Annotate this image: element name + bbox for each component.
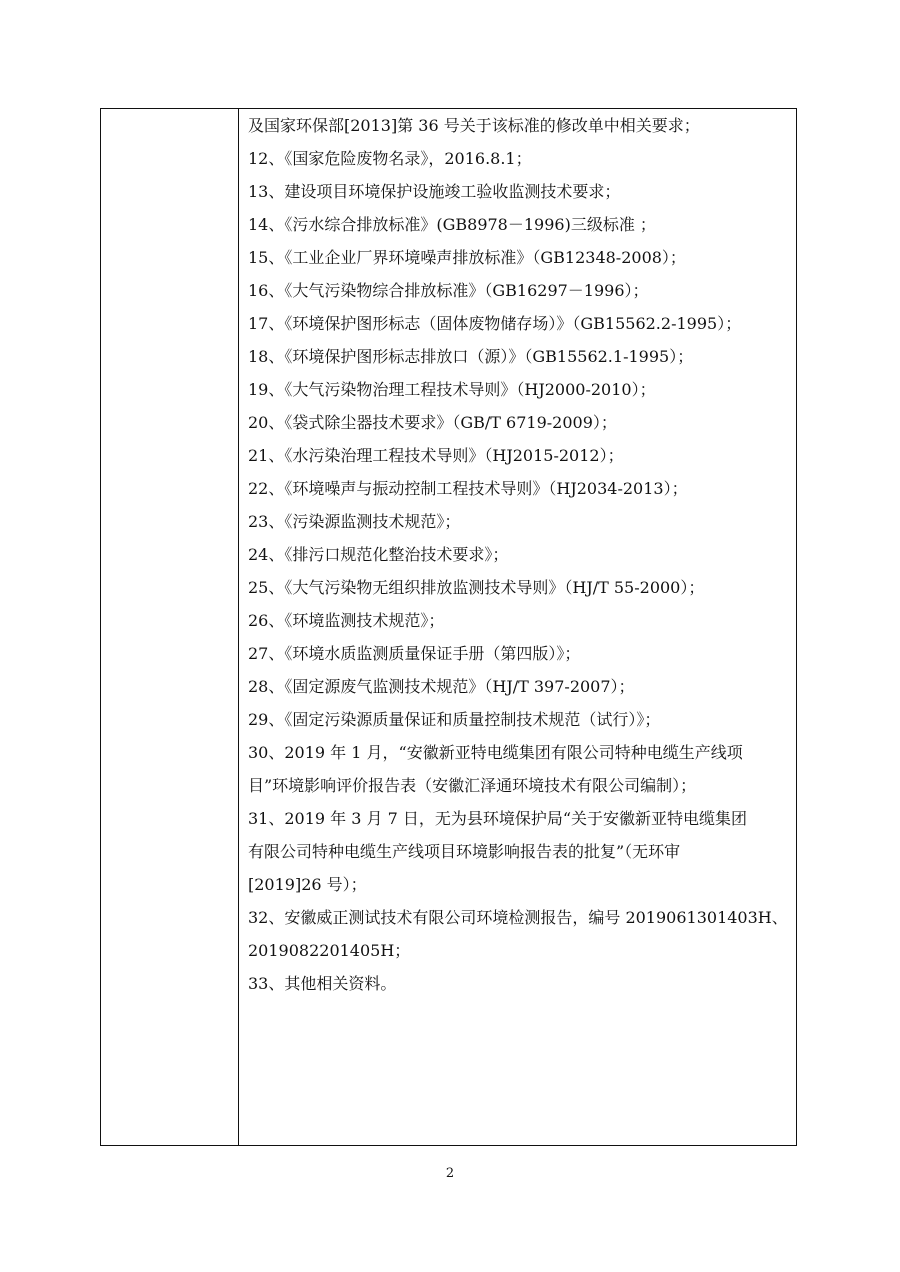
list-item: 32、安徽威正测试技术有限公司环境检测报告，编号 2019061301403H、 [248,908,788,927]
list-item: 12、《国家危险废物名录》，2016.8.1； [248,149,532,168]
list-item: 19、《大气污染物治理工程技术导则》（HJ2000-2010）； [248,380,656,399]
list-item: 17、《环境保护图形标志（固体废物储存场）》（GB15562.2-1995）； [248,314,742,333]
list-item: [2019]26 号）； [248,875,367,894]
list-item: 14、《污水综合排放标准》(GB8978－1996)三级标准 ； [248,215,656,234]
list-item: 29、《固定污染源质量保证和质量控制技术规范（试行）》； [248,710,661,729]
document-table [100,108,797,1146]
list-item: 目”环境影响评价报告表（安徽汇泽通环境技术有限公司编制）； [248,776,697,795]
list-item: 2019082201405H； [248,941,411,960]
reference-list [239,109,796,1145]
list-item: 15、《工业企业厂界环境噪声排放标准》（GB12348-2008）； [248,248,686,267]
list-item: 24、《排污口规范化整治技术要求》； [248,545,509,564]
list-item: 33、其他相关资料。 [248,974,397,993]
list-item: 26、《环境监测技术规范》； [248,611,445,630]
list-item: 27、《环境水质监测质量保证手册（第四版）》； [248,644,581,663]
list-item: 21、《水污染治理工程技术导则》（HJ2015-2012）； [248,446,624,465]
list-item: 及国家环保部[2013]第 36 号关于该标准的修改单中相关要求； [248,116,700,135]
list-item: 28、《固定源废气监测技术规范》（HJ/T 397-2007）； [248,677,635,696]
list-item: 13、建设项目环境保护设施竣工验收监测技术要求； [248,182,621,201]
list-item: 30、2019 年 1 月，“安徽新亚特电缆集团有限公司特种电缆生产线项 [248,743,743,762]
list-item: 有限公司特种电缆生产线项目环境影响报告表的批复”（无环审 [248,842,681,861]
list-item: 23、《污染源监测技术规范》； [248,512,461,531]
list-item: 25、《大气污染物无组织排放监测技术导则》（HJ/T 55-2000）； [248,578,705,597]
list-item: 22、《环境噪声与振动控制工程技术导则》（HJ2034-2013）； [248,479,688,498]
list-item: 18、《环境保护图形标志排放口（源）》（GB15562.1-1995）； [248,347,694,366]
list-item: 16、《大气污染物综合排放标准》（GB16297－1996）； [248,281,649,300]
page-number: 2 [445,1166,455,1181]
list-item: 20、《袋式除尘器技术要求》（GB/T 6719-2009）； [248,413,617,432]
table-left-column [101,109,239,1145]
list-item: 31、2019 年 3 月 7 日，无为县环境保护局“关于安徽新亚特电缆集团 [248,809,748,828]
